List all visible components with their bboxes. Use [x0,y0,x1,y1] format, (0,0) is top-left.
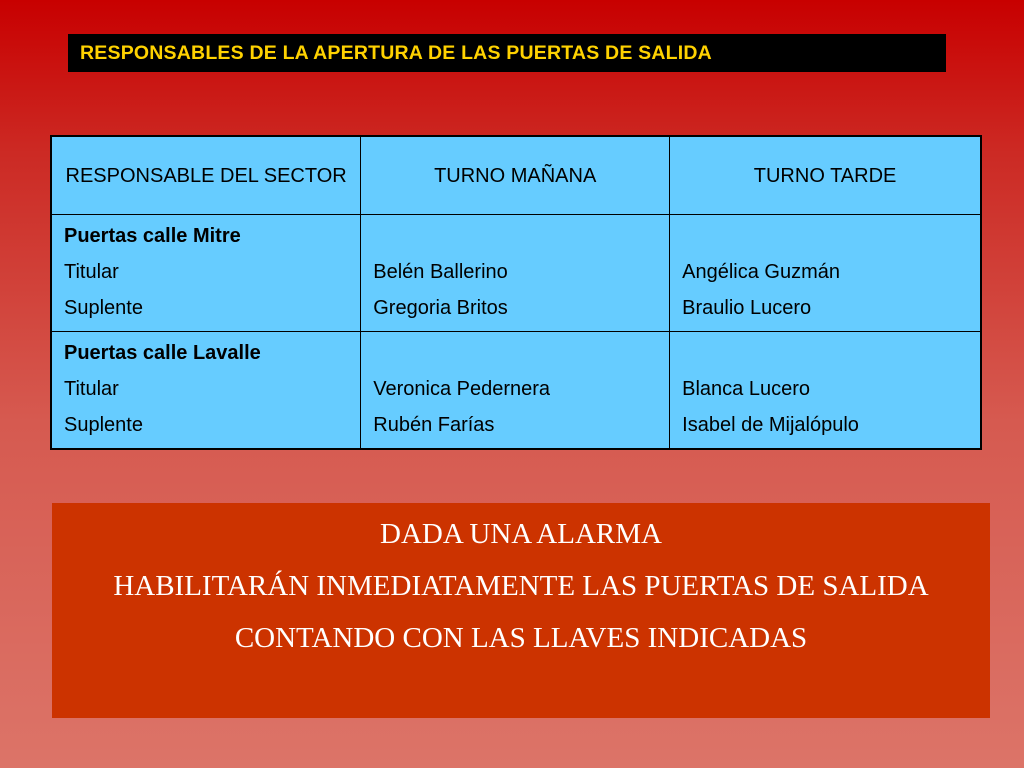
manana-titular: Veronica Pedernera [373,378,551,400]
sector-name: Puertas calle Mitre [64,225,241,247]
tarde-titular: Blanca Lucero [682,378,811,400]
tarde-titular: Angélica Guzmán [682,261,841,283]
table-row [51,215,981,332]
titular-label: Titular [64,378,119,400]
exit-doors-table [50,135,982,450]
table-header-row [51,136,981,215]
notice-line-enable-doors: HABILITARÁN INMEDIATAMENTE LAS PUERTAS DE SALIDA [113,570,929,602]
slide-title-bar [68,34,946,72]
tarde-cell [670,215,981,332]
sector-name: Puertas calle Lavalle [64,342,261,364]
manana-cell [361,215,670,332]
tarde-suplente: Isabel de Mijalópulo [682,414,859,436]
tarde-cell [670,332,981,450]
alarm-notice-box [52,503,990,718]
manana-suplente: Rubén Farías [373,414,495,436]
sector-cell [51,215,361,332]
header-sector: RESPONSABLE DEL SECTOR [51,136,361,215]
table-row [51,332,981,450]
titular-label: Titular [64,261,119,283]
tarde-suplente: Braulio Lucero [682,297,812,319]
header-turno-tarde: TURNO TARDE [670,136,981,215]
manana-suplente: Gregoria Britos [373,297,508,319]
slide-title: RESPONSABLES DE LA APERTURA DE LAS PUERTAS DE SALIDA [80,41,712,64]
suplente-label: Suplente [64,414,143,436]
notice-line-alarm: DADA UNA ALARMA [380,518,662,550]
suplente-label: Suplente [64,297,143,319]
manana-titular: Belén Ballerino [373,261,508,283]
sector-cell [51,332,361,450]
manana-cell [361,332,670,450]
header-turno-manana: TURNO MAÑANA [361,136,670,215]
notice-line-keys: CONTANDO CON LAS LLAVES INDICADAS [234,622,808,654]
